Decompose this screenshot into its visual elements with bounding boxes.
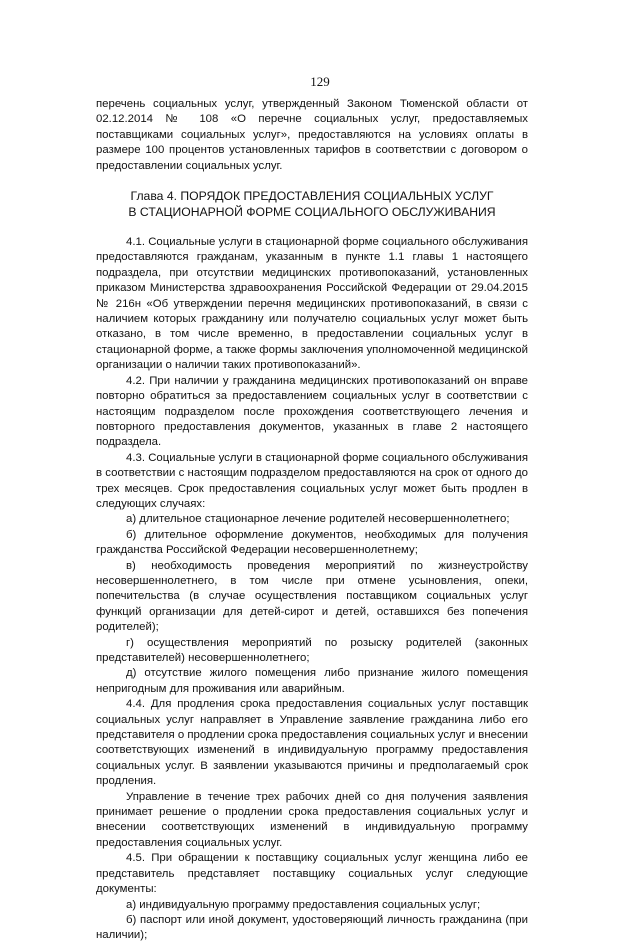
chapter-heading-line: В СТАЦИОНАРНОЙ ФОРМЕ СОЦИАЛЬНОГО ОБСЛУЖИВАНИЯ [128,205,496,220]
list-item-b: б) паспорт или иной документ, удостоверяющий личность гражданина (при наличии); [96,913,528,942]
list-item-v: в) необходимость проведения мероприятий по жизнеустройству несовершеннолетнего, в том числе при отмене усыновления, опеки, попечительства (в случае осуществления поставщиком социальных услуг функций организации для детей-сирот и детей, оставшихся без попечения родителей); [96,559,528,634]
paragraph-4-2: 4.2. При наличии у гражданина медицинских противопоказаний он вправе повторно обратиться за предоставлением социальных услуг в соответствии с настоящим подразделом после прохождения соответствующего лечения и повторного предоставления документов, указанных в главе 2 настоящего подраздела. [96,374,528,449]
page-number: 129 [310,74,330,89]
list-item-b: б) длительное оформление документов, необходимых для получения гражданства Российской Федерации несовершеннолетнему; [96,528,528,557]
list-item-g: г) осуществления мероприятий по розыску родителей (законных представителей) несовершеннолетнего; [96,636,528,664]
intro-paragraph: перечень социальных услуг, утвержденный Законом Тюменской области от 02.12.2014 № 108 «О перечне социальных услуг, предоставляемых поставщиками социальных услуг», предоставляются на условиях оплаты в размере 100 процентов установленных тарифов в соответствии с договором о предоставлении социальных услуг. [96,98,528,172]
paragraph-4-3: 4.3. Социальные услуги в стационарной форме социального обслуживания в соответствии с настоящим подразделом предоставляются на срок от одного до трех месяцев. Срок предоставления социальных услуг может быть продлен в следующих случаях: [96,451,528,510]
paragraph-4-1: 4.1. Социальные услуги в стационарной форме социального обслуживания предоставляются гражданам, указанным в пункте 1.1 главы 1 настоящего подраздела, при отсутствии медицинских противопоказаний, установленных приказом Министерства здравоохранения Российской Федерации от 29.04.2015 № 216н «Об утверждении перечня медицинских противопоказаний, в связи с наличием которых гражданину или получателю социальных услуг может быть отказано, в том числе временно, в предоставлении социальных услуг в стационарной форме, а также формы заключения уполномоченной медицинской организации о наличии таких противопоказаний». [96,236,528,372]
list-item-a: а) индивидуальную программу предоставления социальных услуг; [126,898,481,911]
paragraph-4-5: 4.5. При обращении к поставщику социальных услуг женщина либо ее представитель представляет поставщику социальных услуг следующие документы: [96,852,528,896]
document-body [96,97,528,944]
list-item-a: а) длительное стационарное лечение родителей несовершеннолетнего; [126,513,510,526]
paragraph-management: Управление в течение трех рабочих дней со дня получения заявления принимает решение о продлении срока предоставления социальных услуг и внесении соответствующих изменений в индивидуальную программу предоставления социальных услуг. [96,790,528,849]
list-item-d: д) отсутствие жилого помещения либо признание жилого помещения непригодным для проживания или аварийным. [96,667,528,695]
chapter-heading [96,188,528,220]
paragraph-4-4: 4.4. Для продления срока предоставления социальных услуг поставщик социальных услуг направляет в Управление заявление гражданина либо его представителя о продлении срока предоставления социальных услуг и внесении соответствующих изменений в индивидуальную программу предоставления социальных услуг. В заявлении указываются причины и предполагаемый срок продления. [96,698,528,788]
chapter-heading-line: Глава 4. ПОРЯДОК ПРЕДОСТАВЛЕНИЯ СОЦИАЛЬНЫХ УСЛУГ [130,189,494,204]
